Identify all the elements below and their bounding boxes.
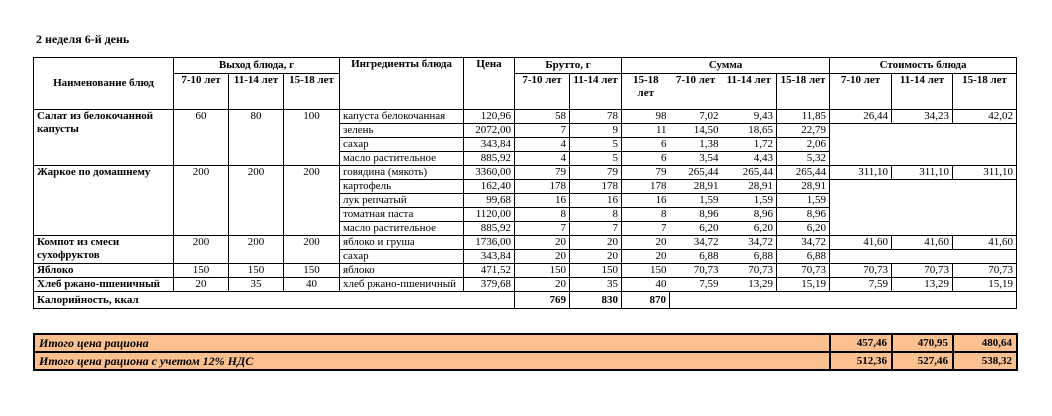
sum-value: 7,02 — [670, 110, 722, 124]
brutto-value: 7 — [515, 124, 570, 138]
brutto-value: 6 — [622, 152, 670, 166]
ingredient-price: 471,52 — [464, 264, 515, 278]
dish-output: 200 — [174, 166, 229, 236]
dish-output: 200 — [284, 166, 340, 236]
dish-cost: 41,60 — [953, 236, 1017, 250]
sum-value: 2,06 — [777, 138, 830, 152]
sum-value: 5,32 — [777, 152, 830, 166]
header-age-sum: 15-18 лет — [777, 74, 830, 110]
dish-cost: 311,10 — [830, 166, 892, 180]
ingredient-price: 3360,00 — [464, 166, 515, 180]
brutto-value: 7 — [570, 222, 622, 236]
total-value: 512,36 — [830, 352, 892, 370]
total-value: 527,46 — [892, 352, 953, 370]
calories-value: 769 — [515, 292, 570, 309]
ingredient-price: 2072,00 — [464, 124, 515, 138]
dish-output: 35 — [229, 278, 284, 292]
dish-cost: 311,10 — [953, 166, 1017, 180]
sum-value: 1,59 — [722, 194, 777, 208]
brutto-value: 7 — [515, 222, 570, 236]
dish-cost: 13,29 — [892, 278, 953, 292]
ingredient-price: 343,84 — [464, 250, 515, 264]
total-value: 470,95 — [892, 334, 953, 352]
dish-cost: 311,10 — [892, 166, 953, 180]
sum-value: 8,96 — [722, 208, 777, 222]
sum-value: 9,43 — [722, 110, 777, 124]
calories-empty — [670, 292, 1017, 309]
sum-value: 1,38 — [670, 138, 722, 152]
header-age-cost: 11-14 лет — [892, 74, 953, 110]
brutto-value: 16 — [570, 194, 622, 208]
ingredient-name: сахар — [340, 250, 464, 264]
ingredient-price: 885,92 — [464, 152, 515, 166]
ingredient-name: лук репчатый — [340, 194, 464, 208]
sum-value: 1,59 — [777, 194, 830, 208]
ingredient-name: масло растительное — [340, 152, 464, 166]
ingredient-name: капуста белокочанная — [340, 110, 464, 124]
ingredient-price: 99,68 — [464, 194, 515, 208]
ingredient-name: яблоко — [340, 264, 464, 278]
sum-value: 6,20 — [722, 222, 777, 236]
sum-value: 6,88 — [722, 250, 777, 264]
brutto-value: 178 — [570, 180, 622, 194]
header-age-output: 11-14 лет — [229, 74, 284, 110]
brutto-value: 11 — [622, 124, 670, 138]
dish-output: 150 — [229, 264, 284, 278]
sum-value: 28,91 — [777, 180, 830, 194]
dish-output: 200 — [229, 166, 284, 236]
sum-value: 28,91 — [722, 180, 777, 194]
sum-value: 28,91 — [670, 180, 722, 194]
brutto-value: 58 — [515, 110, 570, 124]
sum-value: 8,96 — [777, 208, 830, 222]
sum-value: 8,96 — [670, 208, 722, 222]
dish-cost: 15,19 — [953, 278, 1017, 292]
brutto-value: 79 — [570, 166, 622, 180]
dish-name: Яблоко — [34, 264, 174, 278]
ingredient-price: 120,96 — [464, 110, 515, 124]
header-age-sum: 11-14 лет — [722, 74, 777, 110]
ingredient-name: масло растительное — [340, 222, 464, 236]
sum-value: 14,50 — [670, 124, 722, 138]
brutto-value: 16 — [622, 194, 670, 208]
header-ingredients: Ингредиенты блюда — [340, 58, 464, 110]
sum-value: 34,72 — [777, 236, 830, 250]
total-row-label: Итого цена рациона — [34, 334, 830, 352]
header-age-cost: 15-18 лет — [953, 74, 1017, 110]
dish-cost: 41,60 — [830, 236, 892, 250]
brutto-value: 9 — [570, 124, 622, 138]
sum-value: 18,65 — [722, 124, 777, 138]
sum-value: 265,44 — [722, 166, 777, 180]
page-title: 2 неделя 6-й день — [36, 32, 130, 46]
dish-output: 200 — [284, 236, 340, 264]
brutto-value: 20 — [515, 250, 570, 264]
ingredient-name: говядина (мякоть) — [340, 166, 464, 180]
brutto-value: 40 — [622, 278, 670, 292]
sum-value: 13,29 — [722, 278, 777, 292]
brutto-value: 150 — [515, 264, 570, 278]
brutto-value: 8 — [570, 208, 622, 222]
dish-output: 60 — [174, 110, 229, 166]
sum-value: 70,73 — [722, 264, 777, 278]
header-sum: Сумма — [622, 58, 830, 74]
brutto-value: 20 — [570, 236, 622, 250]
ingredient-price: 162,40 — [464, 180, 515, 194]
dish-output: 80 — [229, 110, 284, 166]
dish-output: 200 — [229, 236, 284, 264]
brutto-value: 8 — [622, 208, 670, 222]
sum-value: 3,54 — [670, 152, 722, 166]
cost-empty — [830, 124, 1017, 166]
total-value: 457,46 — [830, 334, 892, 352]
calories-value: 870 — [622, 292, 670, 309]
ingredient-price: 379,68 — [464, 278, 515, 292]
dish-cost: 26,44 — [830, 110, 892, 124]
brutto-value: 20 — [570, 250, 622, 264]
brutto-value: 78 — [570, 110, 622, 124]
header-age-brutto: 7-10 лет — [515, 74, 570, 110]
ingredient-name: картофель — [340, 180, 464, 194]
dish-output: 200 — [174, 236, 229, 264]
total-row-label: Итого цена рациона с учетом 12% НДС — [34, 352, 830, 370]
brutto-value: 5 — [570, 152, 622, 166]
sum-value: 34,72 — [670, 236, 722, 250]
totals-table — [33, 333, 1018, 371]
sum-value: 4,43 — [722, 152, 777, 166]
brutto-value: 98 — [622, 110, 670, 124]
sum-value: 70,73 — [670, 264, 722, 278]
header-name: Наименование блюд — [34, 58, 174, 110]
dish-name: Компот из смеси сухофруктов — [34, 236, 174, 264]
calories-value: 830 — [570, 292, 622, 309]
sum-value: 15,19 — [777, 278, 830, 292]
ingredient-price: 885,92 — [464, 222, 515, 236]
brutto-value: 150 — [622, 264, 670, 278]
brutto-value: 8 — [515, 208, 570, 222]
dish-cost: 70,73 — [830, 264, 892, 278]
brutto-value: 4 — [515, 152, 570, 166]
sum-value: 6,20 — [670, 222, 722, 236]
dish-cost: 34,23 — [892, 110, 953, 124]
header-price: Цена — [464, 58, 515, 110]
sum-value: 22,79 — [777, 124, 830, 138]
brutto-value: 178 — [515, 180, 570, 194]
total-value: 538,32 — [953, 352, 1017, 370]
ingredient-price: 1120,00 — [464, 208, 515, 222]
dish-cost: 7,59 — [830, 278, 892, 292]
sum-value: 7,59 — [670, 278, 722, 292]
calories-label: Калорийность, ккал — [34, 292, 515, 309]
header-age-output: 7-10 лет — [174, 74, 229, 110]
dish-cost: 70,73 — [892, 264, 953, 278]
sum-value: 70,73 — [777, 264, 830, 278]
brutto-value: 79 — [515, 166, 570, 180]
ingredient-name: зелень — [340, 124, 464, 138]
sum-value: 6,20 — [777, 222, 830, 236]
dish-name: Салат из белокочанной капусты — [34, 110, 174, 166]
header-age-sum: 7-10 лет — [670, 74, 722, 110]
brutto-value: 79 — [622, 166, 670, 180]
dish-output: 40 — [284, 278, 340, 292]
sum-value: 265,44 — [777, 166, 830, 180]
sum-value: 11,85 — [777, 110, 830, 124]
dish-cost: 42,02 — [953, 110, 1017, 124]
sum-value: 34,72 — [722, 236, 777, 250]
brutto-value: 4 — [515, 138, 570, 152]
brutto-value: 20 — [515, 278, 570, 292]
ingredient-name: томатная паста — [340, 208, 464, 222]
header-age-output: 15-18 лет — [284, 74, 340, 110]
brutto-value: 20 — [515, 236, 570, 250]
ingredient-name: хлеб ржано-пшеничный — [340, 278, 464, 292]
dish-output: 20 — [174, 278, 229, 292]
ingredient-price: 343,84 — [464, 138, 515, 152]
cost-empty — [830, 180, 1017, 236]
brutto-value: 20 — [622, 236, 670, 250]
ingredient-name: яблоко и груша — [340, 236, 464, 250]
ingredient-price: 1736,00 — [464, 236, 515, 250]
sum-value: 1,59 — [670, 194, 722, 208]
brutto-value: 178 — [622, 180, 670, 194]
dish-name: Хлеб ржано-пшеничный — [34, 278, 174, 292]
brutto-value: 16 — [515, 194, 570, 208]
dish-cost: 41,60 — [892, 236, 953, 250]
dish-output: 150 — [174, 264, 229, 278]
total-row — [34, 334, 1017, 352]
sum-value: 6,88 — [777, 250, 830, 264]
header-output: Выход блюда, г — [174, 58, 340, 74]
brutto-value: 7 — [622, 222, 670, 236]
dish-name: Жаркое по домашнему — [34, 166, 174, 236]
header-age-brutto: 11-14 лет — [570, 74, 622, 110]
ingredient-name: сахар — [340, 138, 464, 152]
brutto-value: 6 — [622, 138, 670, 152]
dish-cost: 70,73 — [953, 264, 1017, 278]
sum-value: 6,88 — [670, 250, 722, 264]
header-cost: Стоимость блюда — [830, 58, 1017, 74]
header-age-brutto: 15-18 лет — [622, 74, 670, 110]
brutto-value: 20 — [622, 250, 670, 264]
sum-value: 265,44 — [670, 166, 722, 180]
total-row — [34, 352, 1017, 370]
brutto-value: 5 — [570, 138, 622, 152]
total-value: 480,64 — [953, 334, 1017, 352]
header-age-cost: 7-10 лет — [830, 74, 892, 110]
brutto-value: 35 — [570, 278, 622, 292]
dish-output: 100 — [284, 110, 340, 166]
cost-empty — [830, 250, 1017, 264]
brutto-value: 150 — [570, 264, 622, 278]
dish-output: 150 — [284, 264, 340, 278]
header-brutto: Брутто, г — [515, 58, 622, 74]
sum-value: 1,72 — [722, 138, 777, 152]
menu-table — [33, 57, 1017, 309]
